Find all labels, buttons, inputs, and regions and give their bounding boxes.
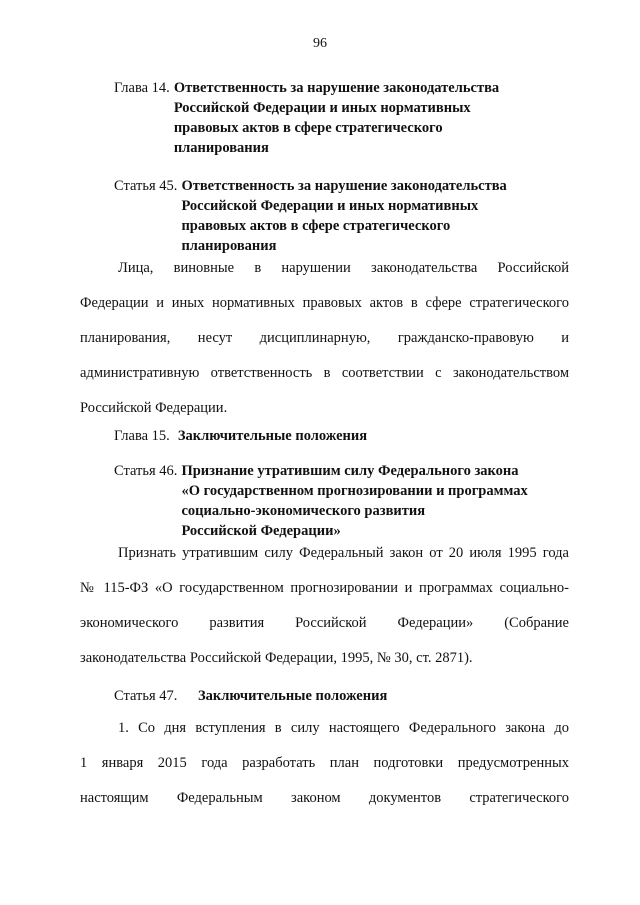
article-46-title-line: «О государственном прогнозировании и программах	[181, 483, 528, 499]
article-46-title-line: Признание утратившим силу Федерального закона	[181, 463, 519, 479]
article-45-title-line: правовых актов в сфере стратегического	[181, 218, 451, 234]
article-45-text-line: Российской Федерации.	[80, 400, 228, 416]
chapter-15-label: Глава 15.	[114, 428, 170, 444]
article-47-heading	[114, 686, 387, 706]
page-number: 96	[313, 36, 327, 51]
article-47-text-line: 1. Со дня вступления в силу настоящего Федерального закона до	[118, 720, 569, 736]
chapter-14-title-line: правовых актов в сфере стратегического	[173, 120, 443, 136]
article-45-text	[80, 251, 569, 426]
article-45-text-line: планирования, несут дисциплинарную, гражданско-правовую и	[80, 330, 569, 346]
article-46-label: Статья 46.	[114, 463, 178, 479]
article-46-title-line: социально-экономического развития	[181, 503, 426, 519]
article-47-text	[80, 711, 569, 816]
article-46-text	[80, 536, 569, 676]
article-46-heading	[114, 461, 528, 541]
chapter-14-title-line: Российской Федерации и иных нормативных	[173, 100, 471, 116]
article-46-title	[181, 461, 527, 541]
article-46-text-line: экономического развития Российской Федерации» (Собрание	[80, 615, 569, 631]
article-45-label: Статья 45.	[114, 178, 178, 194]
article-45-title-line: Российской Федерации и иных нормативных	[181, 198, 479, 214]
article-45-title-line: планирования	[181, 238, 277, 254]
article-45-title	[181, 176, 506, 256]
article-45-title-line: Ответственность за нарушение законодательства	[181, 178, 507, 194]
article-46-text-line: законодательства Российской Федерации, 1995, № 30, ст. 2871).	[80, 650, 473, 666]
article-47-text-line: 1 января 2015 года разработать план подготовки предусмотренных	[80, 755, 569, 771]
chapter-15-title: Заключительные положения	[177, 428, 368, 444]
article-47-title: Заключительные положения	[198, 688, 388, 704]
article-45-text-line: административную ответственность в соответствии с законодательством	[80, 365, 569, 381]
article-46-title-line: Российской Федерации»	[181, 523, 341, 539]
chapter-15-heading	[114, 426, 367, 446]
chapter-14-label: Глава 14.	[114, 80, 170, 96]
chapter-14-title-line: планирования	[173, 140, 269, 156]
article-47-label: Статья 47.	[114, 688, 178, 704]
article-47-text-line: настоящим Федеральным законом документов стратегического	[80, 790, 569, 806]
article-45-text-line: Лица, виновные в нарушении законодательства Российской	[118, 260, 569, 276]
article-45-heading	[114, 176, 507, 256]
chapter-14-title	[174, 78, 499, 158]
chapter-14-title-line: Ответственность за нарушение законодательства	[173, 80, 500, 96]
chapter-14-heading	[114, 78, 499, 158]
article-46-text-line: Признать утратившим силу Федеральный закон от 20 июля 1995 года	[118, 545, 569, 561]
article-46-text-line: № 115-ФЗ «О государственном прогнозировании и программах социально-	[80, 580, 569, 596]
article-45-text-line: Федерации и иных нормативных правовых актов в сфере стратегического	[80, 295, 569, 311]
